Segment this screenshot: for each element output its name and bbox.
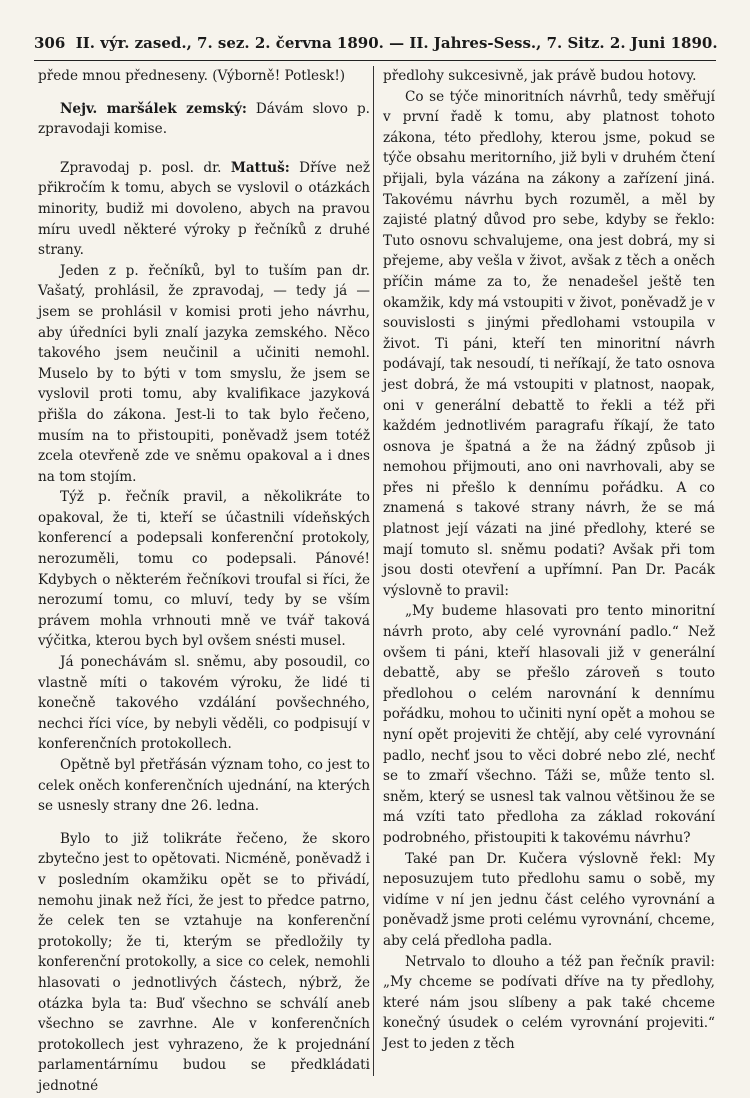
paragraph: Opětně byl přetřásán význam toho, co jest to celek oněch konferenčních ujednání, na kterých se usnesly strany dne 26. ledna. (38, 757, 370, 815)
paragraph: Týž p. řečník pravil, a několikráte to opakoval, že ti, kteří se účastnili vídeňských konferencí a podepsali konferenční protokoly, nerozuměli, tomu co podepsali. Pánové! Kdybych o některém řečníkovi troufal si říci, že nerozumí tomu, co mluví, tedy by se vším právem mohla vrhnouti mně ve tvář taková výčitka, kterou bych byl ovšem snésti musel. (38, 489, 370, 650)
speaker-name: Nejv. maršálek zemský: (60, 100, 247, 117)
page-header (34, 34, 716, 56)
page-number: 306 (34, 34, 66, 52)
paragraph: Netrvalo to dlouho a též pan řečník pravil: „My chceme se podívati dříve na ty předlohy, které nám jsou slíbeny a pak také chceme konečný úsudek o celém vyrovnání projeviti.“ Jest to jeden z těch (383, 953, 715, 1052)
paragraph: přede mnou předneseny. (Výborně! Potlesk!) (38, 68, 346, 84)
paragraph: Já ponechávám sl. sněmu, aby posoudil, co vlastně míti o takovém výroku, že lidé ti konečně takového vzdálání povšechného, nechci říci více, by nebyli věděli, co podpisují v konferenčních protokollech. (38, 654, 370, 753)
right-column (383, 66, 715, 1076)
header-rule (34, 60, 716, 61)
paragraph: Co se týče minoritních návrhů, tedy směřují v první řadě k tomu, aby platnost tohoto zákona, této předlohy, kterou jsme, pokud se týče obsahu meritorního, již byli v druhém čtení přijali, byla vázána na zákony a zařízení jiná. Takovému návrhu bych rozuměl, a měl by zajisté platný důvod pro sebe, kdyby se řeklo: Tuto osnovu schvalujeme, ona jest dobrá, my si přejeme, aby vešla v život, avšak z těch a oněch příčin máme za to, že nenadešel ještě ten okamžik, kdy má vstoupiti v život, poněvadž je v souvislosti s jinými předlohami vstoupila v život. Ti páni, kteří ten minoritní návrh podávají, tak nesoudí, ti neříkají, že tato osnova jest dobrá, že má vstoupiti v platnost, naopak, oni v generální debattě to řekli a též při každém jednotlivém paragrafu říkají, že tato osnova je špatná a že na žádný způsob ji nemohou přijmouti, ano oni navrhovali, aby se přes ni přešlo k dennímu pořádku. A co znamená s takové strany návrh, že se má platnost její vázati na jiné předlohy, které se mají tomuto sl. sněmu podati? Avšak při tom jsou dosti otevření a upřímní. Pan Dr. Pacák výslovně to pravil: (383, 88, 715, 599)
paragraph: „My budeme hlasovati pro tento minoritní návrh proto, aby celé vyrovnání padlo.“ Než ovšem ti páni, kteří hlasovali již v generální debattě, aby se přešlo zároveň s touto předlohou o celém narovnání k dennímu pořádku, mohou to učiniti nyní opět a mohou se nyní opět projeviti že chtějí, aby celé vyrovnání padlo, nechť jsou to věci dobré nebo zlé, nechť se to zmaří všechno. Táži se, může tento sl. sněm, který se usnesl tak valnou většinou že se má vzíti tato předloha za základ rokování podrobného, přistoupiti k takovému návrhu? (383, 603, 715, 846)
header-separator: — (389, 34, 405, 52)
paragraph: předlohy sukcesivně, jak právě budou hotovy. (383, 68, 697, 84)
paragraph: Bylo to již tolikráte řečeno, že skoro zbytečno jest to opětovati. Nicméně, poněvadž i v posledním okamžiku opět se to přivádí, nemohu jinak než říci, že jest to předce patrno, že celek ten se vztahuje na konferenční protokolly; že ti, kterým se předložily ty konferenční protokolly, a sice co celek, nemohli hlasovati o jednotlivých částech, nýbrž, že otázka byla ta: Buď všechno se schválí aneb všechno se zavrhne. Ale v konferenčních protokollech jest vyhrazeno, že k projednání parlamentárnímu budou se předkládati jednotné (38, 830, 370, 1094)
paragraph: Jeden z p. řečníků, byl to tuším pan dr. Vašatý, prohlásil, že zpravodaj, — tedy já — jsem se prohlásil v komisi proti jeho návrhu, aby úředníci byli znalí jazyka zemského. Něco takového jsem neučinil a učiniti nemohl. Muselo by to býti v tom smyslu, že jsem se vyslovil proti tomu, aby kvalifikace jazyková přišla do zákona. Jest-li to tak bylo řečeno, musím na to přistoupiti, poněvadž jsem totéž zcela otevřeně zde ve sněmu opakoval a i dnes na tom stojím. (38, 262, 370, 485)
session-czech: II. výr. zased., 7. sez. 2. června 1890. (75, 34, 384, 52)
paragraph: Nejv. maršálek zemský: Dávám slovo p. zpravodaji komise. (38, 100, 370, 138)
paragraph: Zpravodaj p. posl. dr. Mattuš: Dříve než přikročím k tomu, abych se vyslovil o otázkách minority, budiž mi dovoleno, abych na pravou míru uvedl některé výroky p řečníků z druhé strany. (38, 159, 371, 259)
speaker-name: Mattuš: (230, 159, 290, 176)
left-column (38, 66, 371, 1094)
column-divider (373, 66, 374, 1076)
paragraph: Také pan Dr. Kučera výslovně řekl: My neposuzujem tuto předlohu samu o sobě, my vidíme v ní jen jednu část celého vyrovnání a poněvadž jsme proti celému vyrovnání, chceme, aby celá předloha padla. (383, 850, 715, 949)
session-german: II. Jahres-Sess., 7. Sitz. 2. Juni 1890. (409, 34, 718, 52)
